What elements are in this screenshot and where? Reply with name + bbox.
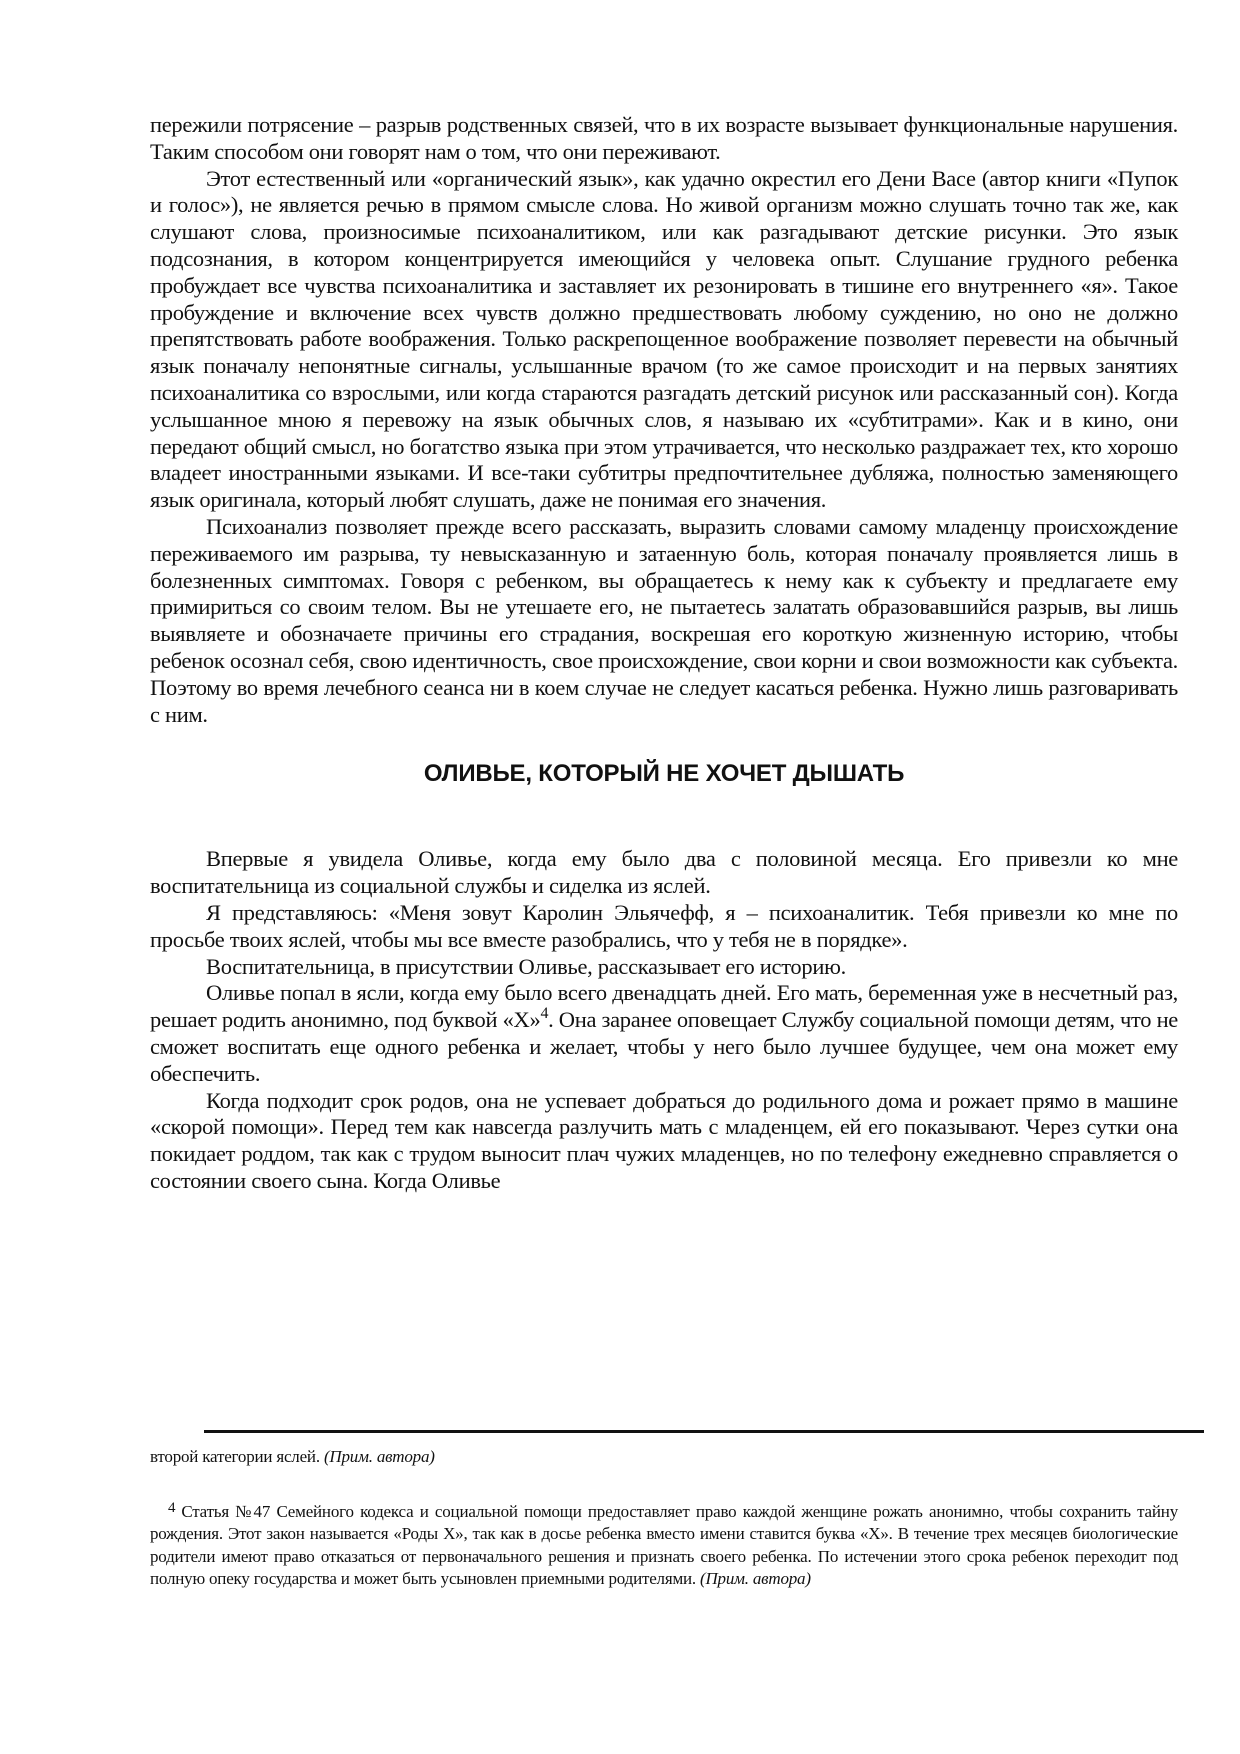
footnote-number: 4 [168, 1499, 176, 1516]
paragraph: Я представляюсь: «Меня зовут Каролин Эльячефф, я – психоаналитик. Тебя привезли ко мне по просьбе твоих яслей, чтобы мы все вместе разобрались, что у тебя не в порядке». [150, 899, 1178, 952]
footnote-4 [150, 1497, 1178, 1591]
page-body [150, 112, 1178, 1195]
section-heading: ОЛИВЬЕ, КОТОРЫЙ НЕ ХОЧЕТ ДЫШАТЬ [423, 760, 905, 788]
footnotes-area [150, 1446, 1178, 1591]
paragraph-text: . Она заранее оповещает Службу социальной помощи детям, что не сможет воспитать еще одного ребенка и желает, чтобы у него было лучшее будущее, чем она может ему обеспечить. [150, 1007, 1178, 1086]
paragraph: Этот естественный или «органический язык», как удачно окрестил его Дени Васе (автор книги «Пупок и голос»), не является речью в прямом смысле слова. Но живой организм можно слушать точно так же, как слушают слова, произносимые психоаналитиком, или как разгадывают детские рисунки. Это язык подсознания, в котором концентрируется имеющийся у человека опыт. Слушание грудного ребенка пробуждает все чувства психоаналитика и заставляет их резонировать в тишине его внутреннего «я». Такое пробуждение и включение всех чувств должно предшествовать любому суждению, но оно не должно препятствовать работе воображения. Только раскрепощенное воображение позволяет перевести на обычный язык поначалу непонятные сигналы, услышанные врачом (то же самое происходит и на первых занятиях психоаналитика со взрослыми, или когда стараются разгадать детский рисунок или рассказанный сон). Когда услышанное мною я перевожу на язык обычных слов, я называю их «субтитрами». Как и в кино, они передают общий смысл, но богатство языка при этом утрачивается, что несколько раздражает тех, кто хорошо владеет иностранными языками. И все-таки субтитры предпочтительнее дубляжа, полностью заменяющего язык оригинала, который любят слушать, даже не понимая его значения. [150, 165, 1178, 513]
footnote-text: второй категории яслей. [150, 1447, 324, 1466]
author-note: (Прим. автора) [323, 1447, 435, 1466]
footnote-reference[interactable]: 4 [540, 1005, 549, 1023]
paragraph: Впервые я увидела Оливье, когда ему было два с половиной месяца. Его привезли ко мне воспитательница из социальной службы и сиделка из яслей. [150, 846, 1178, 899]
paragraph: Психоанализ позволяет прежде всего рассказать, выразить словами самому младенцу происхождение переживаемого им разрыва, ту невысказанную и затаенную боль, которая поначалу проявляется лишь в болезненных симптомах. Говоря с ребенком, вы обращаетесь к нему как к субъекту и предлагаете ему примириться со своим телом. Вы не утешаете его, не пытаетесь залатать образовавшийся разрыв, вы лишь выявляете и обозначаете причины его страдания, воскрешая его короткую жизненную историю, чтобы ребенок осознал себя, свою идентичность, свое происхождение, свои корни и свои возможности как субъекта. Поэтому во время лечебного сеанса ни в коем случае не следует касаться ребенка. Нужно лишь разговаривать с ним. [150, 513, 1178, 727]
author-note: (Прим. автора) [700, 1569, 811, 1588]
paragraph: Воспитательница, в присутствии Оливье, рассказывает его историю. [206, 953, 846, 979]
paragraph: пережили потрясение – разрыв родственных связей, что в их возрасте вызывает функциональные нарушения. Таким способом они говорят нам о том, что они переживают. [150, 112, 1178, 164]
footnote-separator [204, 1430, 1204, 1433]
paragraph-text: Оливье попал в ясли, когда ему было всего двенадцать дней. Его мать, беременная уже в несчетный раз, решает родить анонимно, под буквой «Х» [150, 980, 1178, 1033]
paragraph: Когда подходит срок родов, она не успевает добраться до родильного дома и рожает прямо в машине «скорой помощи». Перед тем как навсегда разлучить мать с младенцем, ей его показывают. Через сутки она покидает роддом, так как с трудом выносит плач чужих младенцев, но по телефону ежедневно справляется о состоянии своего сына. Когда Оливье [150, 1087, 1178, 1193]
paragraph-with-footnote [150, 980, 1178, 1087]
footnote-text: Статья №47 Семейного кодекса и социальной помощи предоставляет право каждой женщине рожать анонимно, чтобы сохранить тайну рождения. Этот закон называется «Роды Х», так как в досье ребенка вместо имени ставится буква «Х». В течение трех месяцев биологические родители имеют право отказаться от первоначального решения и признать своего ребенка. По истечении этого срока ребенок переходит под полную опеку государства и может быть усыновлен приемными родителями. [150, 1501, 1178, 1588]
footnote-continuation [150, 1446, 1178, 1469]
